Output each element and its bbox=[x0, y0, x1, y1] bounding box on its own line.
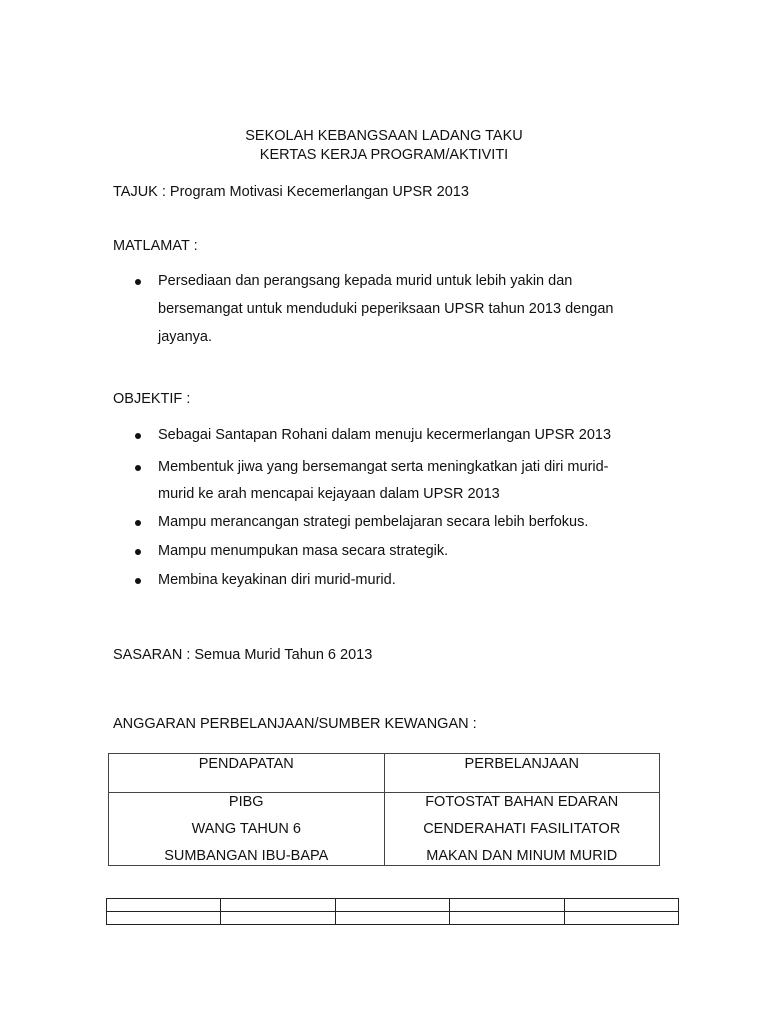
tajuk-line: TAJUK : Program Motivasi Kecemerlangan UPSR 2013 bbox=[113, 184, 469, 200]
anggaran-heading: ANGGARAN PERBELANJAAN/SUMBER KEWANGAN : bbox=[113, 716, 477, 732]
perbelanjaan-item: CENDERAHATI FASILITATOR bbox=[423, 821, 621, 837]
table-row bbox=[107, 912, 679, 925]
objektif-item: Membina keyakinan diri murid-murid. bbox=[158, 572, 396, 588]
bullet-icon bbox=[135, 520, 141, 526]
matlamat-line: bersemangat untuk menduduki peperiksaan UPSR tahun 2013 dengan bbox=[158, 301, 614, 317]
objektif-item: Mampu menumpukan masa secara strategik. bbox=[158, 543, 449, 559]
empty-cell bbox=[221, 912, 335, 925]
empty-cell bbox=[450, 899, 564, 912]
budget-table bbox=[108, 753, 660, 866]
bullet-icon bbox=[135, 578, 141, 584]
objektif-heading: OBJEKTIF : bbox=[113, 391, 191, 407]
empty-table bbox=[106, 898, 679, 925]
matlamat-heading: MATLAMAT : bbox=[113, 238, 198, 254]
matlamat-line: Persediaan dan perangsang kepada murid untuk lebih yakin dan bbox=[158, 273, 573, 289]
perbelanjaan-cell bbox=[384, 793, 660, 866]
empty-cell bbox=[450, 912, 564, 925]
empty-cell bbox=[564, 912, 678, 925]
empty-cell bbox=[564, 899, 678, 912]
pendapatan-header: PENDAPATAN bbox=[109, 754, 385, 793]
pendapatan-item: WANG TAHUN 6 bbox=[191, 821, 301, 837]
pendapatan-item: SUMBANGAN IBU-BAPA bbox=[164, 848, 329, 864]
empty-cell bbox=[335, 912, 449, 925]
bullet-icon bbox=[135, 433, 141, 439]
perbelanjaan-header: PERBELANJAAN bbox=[384, 754, 660, 793]
empty-cell bbox=[107, 912, 221, 925]
empty-cell bbox=[221, 899, 335, 912]
empty-cell bbox=[107, 899, 221, 912]
objektif-item: Sebagai Santapan Rohani dalam menuju kecermerlangan UPSR 2013 bbox=[158, 427, 612, 443]
pendapatan-cell bbox=[109, 793, 385, 866]
document-type: KERTAS KERJA PROGRAM/AKTIVITI bbox=[259, 147, 509, 163]
school-name: SEKOLAH KEBANGSAAN LADANG TAKU bbox=[245, 128, 523, 144]
sasaran-line: SASARAN : Semua Murid Tahun 6 2013 bbox=[113, 647, 373, 663]
bullet-icon bbox=[135, 549, 141, 555]
objektif-item: Membentuk jiwa yang bersemangat serta meningkatkan jati diri murid- bbox=[158, 459, 609, 475]
table-row bbox=[107, 899, 679, 912]
bullet-icon bbox=[135, 279, 141, 285]
empty-cell bbox=[335, 899, 449, 912]
matlamat-line: jayanya. bbox=[158, 329, 213, 345]
objektif-item-continued: murid ke arah mencapai kejayaan dalam UPSR 2013 bbox=[158, 486, 500, 502]
perbelanjaan-item: FOTOSTAT BAHAN EDARAN bbox=[425, 794, 619, 810]
objektif-item: Mampu merancangan strategi pembelajaran secara lebih berfokus. bbox=[158, 514, 589, 530]
perbelanjaan-item: MAKAN DAN MINUM MURID bbox=[426, 848, 618, 864]
bullet-icon bbox=[135, 465, 141, 471]
pendapatan-item: PIBG bbox=[228, 794, 264, 810]
